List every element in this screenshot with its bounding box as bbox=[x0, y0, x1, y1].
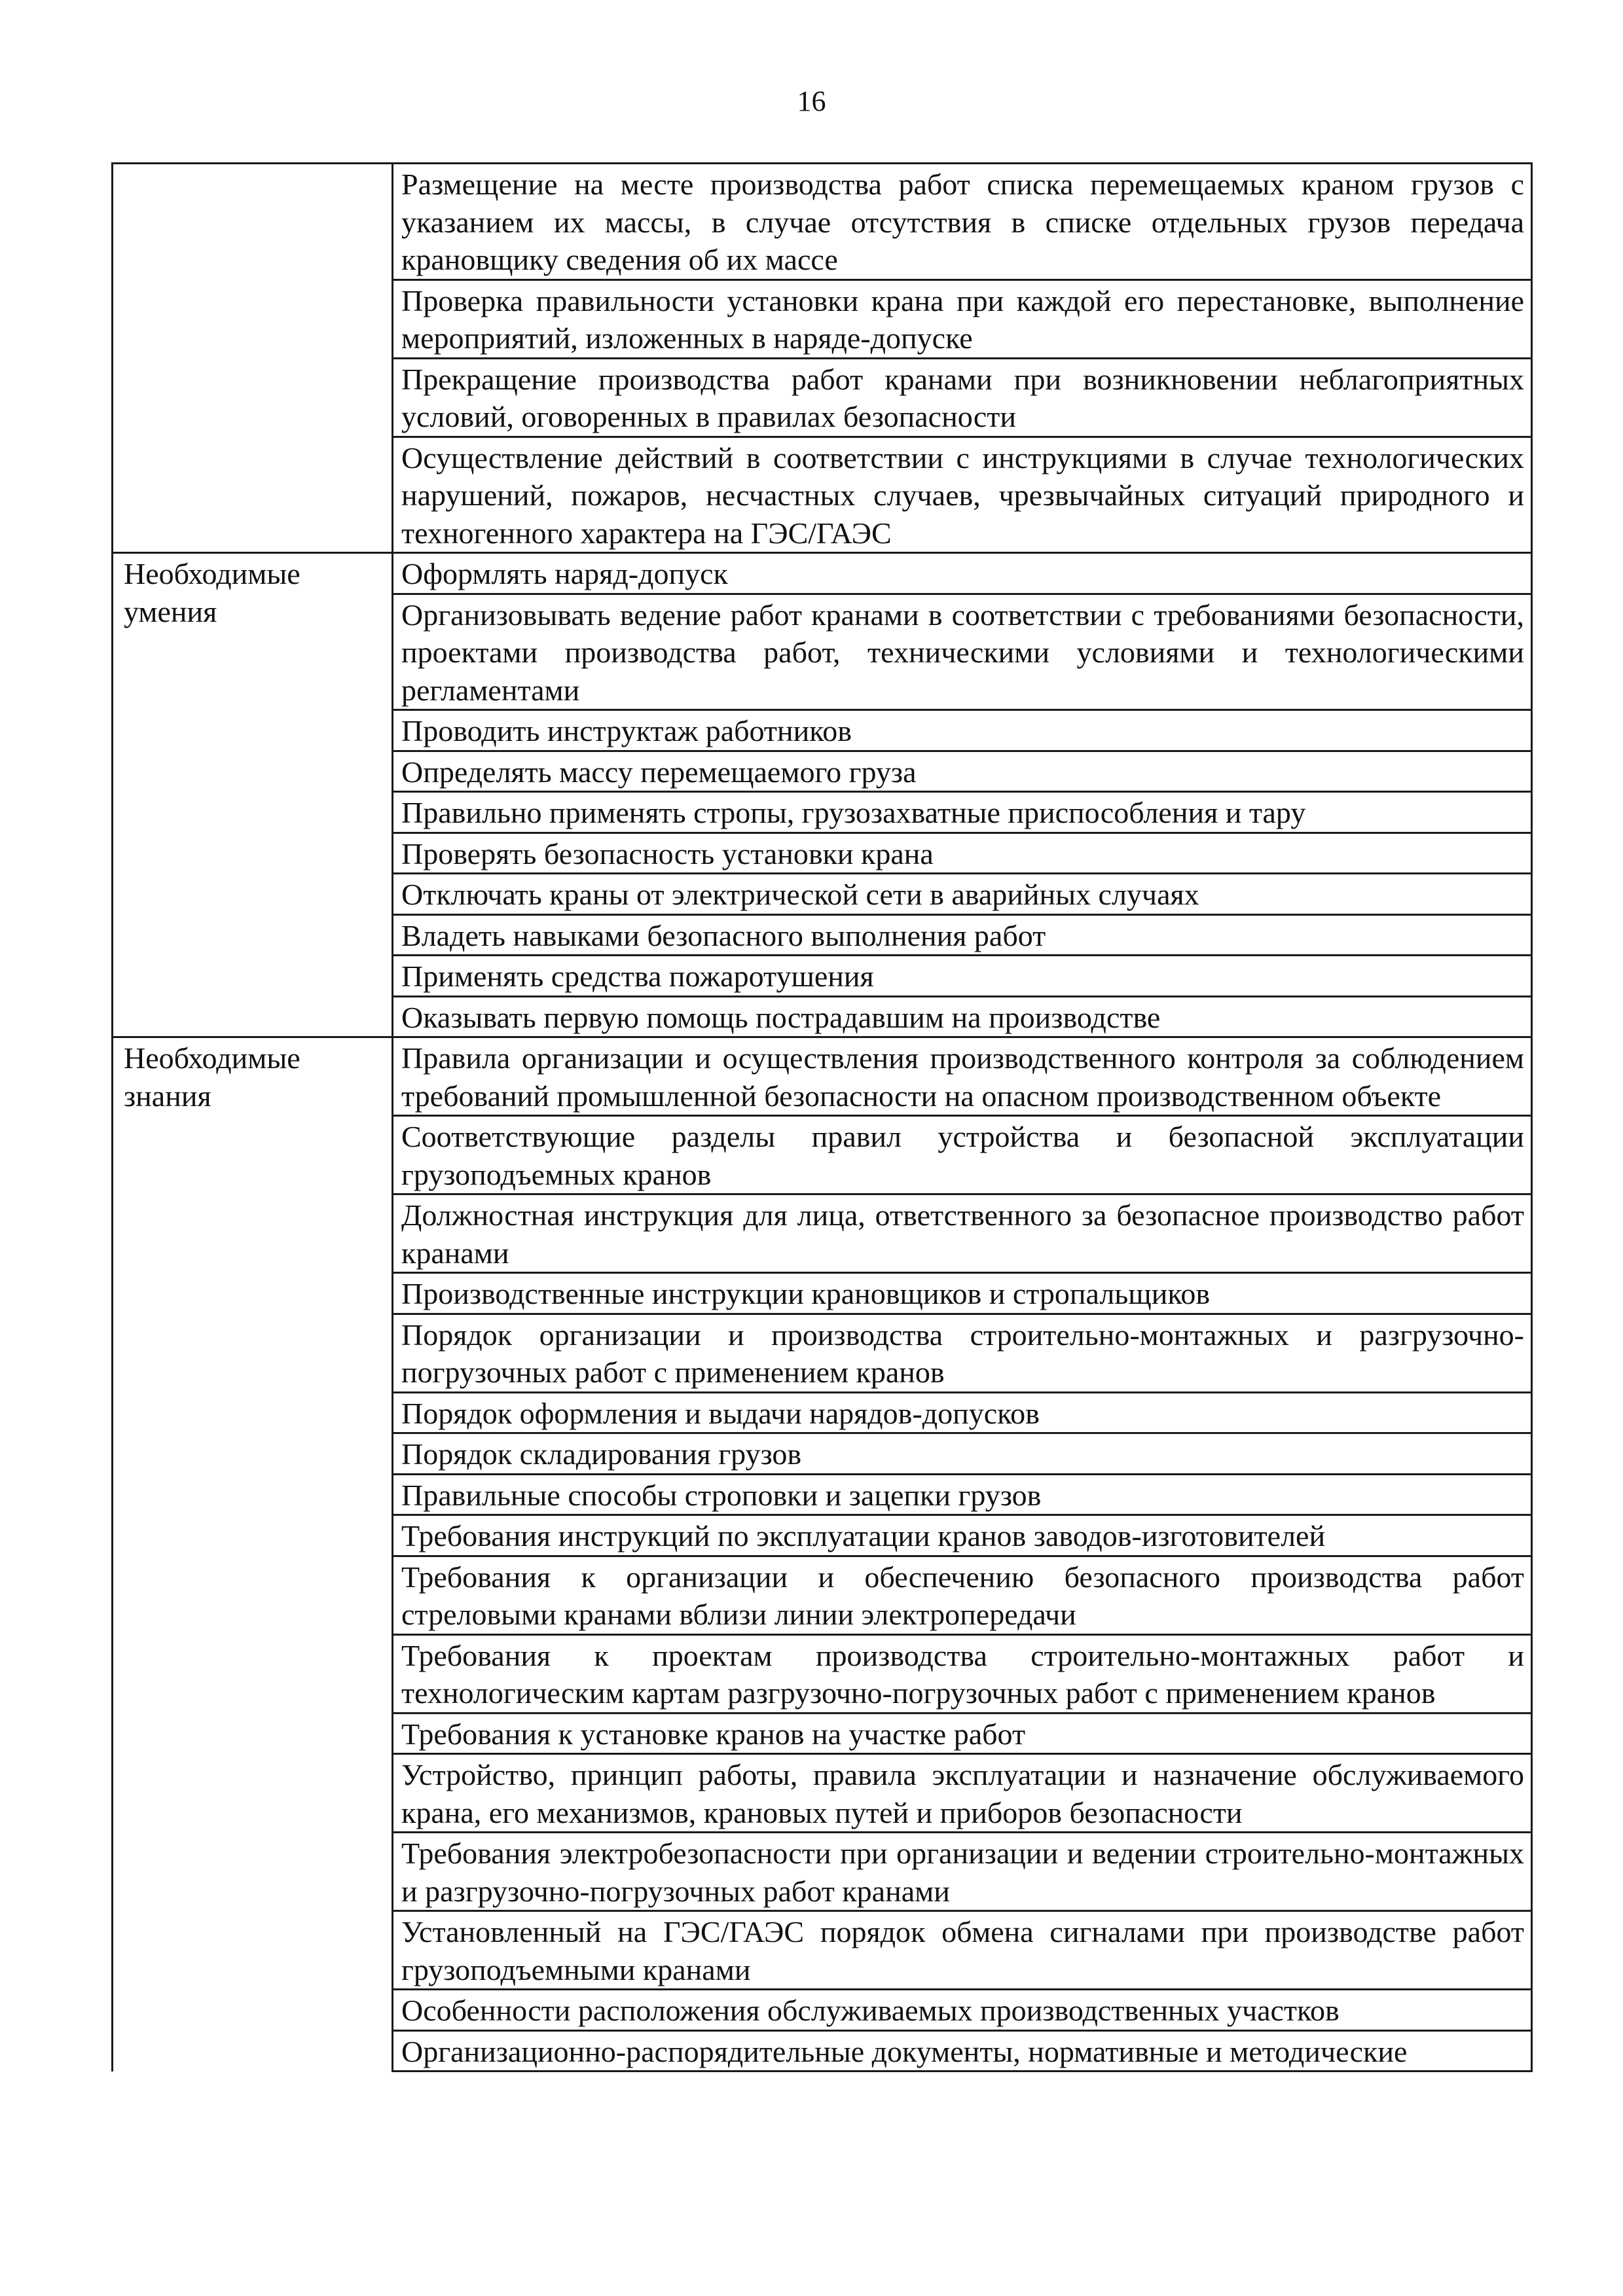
requirement-cell: Отключать краны от электрической сети в аварийных случаях bbox=[393, 874, 1532, 915]
requirement-cell: Правильные способы строповки и зацепки грузов bbox=[393, 1474, 1532, 1515]
requirement-cell: Устройство, принцип работы, правила эксплуатации и назначение обслуживаемого крана, его механизмов, крановых путей и приборов безопасности bbox=[393, 1754, 1532, 1833]
requirement-cell: Особенности расположения обслуживаемых производственных участков bbox=[393, 1990, 1532, 2031]
requirements-table-body bbox=[113, 164, 1532, 2072]
requirement-cell: Требования к установке кранов на участке работ bbox=[393, 1713, 1532, 1754]
table-row bbox=[113, 164, 1532, 280]
table-row bbox=[113, 1037, 1532, 1116]
requirements-table bbox=[111, 162, 1533, 2072]
requirement-cell: Требования к организации и обеспечению безопасного производства работ стреловыми кранами вблизи линии электропередачи bbox=[393, 1556, 1532, 1634]
requirement-cell: Организовывать ведение работ кранами в соответствии с требованиями безопасности, проектами производства работ, техническими условиями и технологическими регламентами bbox=[393, 594, 1532, 710]
requirement-cell: Организационно-распорядительные документы, нормативные и методические bbox=[393, 2030, 1532, 2072]
section-label: Необходимые умения bbox=[113, 553, 393, 1037]
requirement-cell: Порядок складирования грузов bbox=[393, 1433, 1532, 1475]
requirement-cell: Осуществление действий в соответствии с инструкциями в случае технологических нарушений, пожаров, несчастных случаев, чрезвычайных ситуаций природного и техногенного характера на ГЭС/ГАЭС bbox=[393, 437, 1532, 553]
requirement-cell: Проверка правильности установки крана при каждой его перестановке, выполнение мероприятий, изложенных в наряде-допуске bbox=[393, 279, 1532, 358]
requirement-cell: Владеть навыками безопасного выполнения работ bbox=[393, 914, 1532, 956]
requirement-cell: Установленный на ГЭС/ГАЭС порядок обмена сигналами при производстве работ грузоподъемными кранами bbox=[393, 1911, 1532, 1990]
section-label bbox=[113, 164, 393, 553]
requirement-cell: Проверять безопасность установки крана bbox=[393, 833, 1532, 874]
requirement-cell: Правила организации и осуществления производственного контроля за соблюдением требований промышленной безопасности на опасном производственном объекте bbox=[393, 1037, 1532, 1116]
requirement-cell: Должностная инструкция для лица, ответственного за безопасное производство работ кранами bbox=[393, 1194, 1532, 1273]
requirement-cell: Прекращение производства работ кранами при возникновении неблагоприятных условий, оговоренных в правилах безопасности bbox=[393, 358, 1532, 437]
requirement-cell: Требования электробезопасности при организации и ведении строительно-монтажных и разгрузочно-погрузочных работ кранами bbox=[393, 1833, 1532, 1911]
requirement-cell: Соответствующие разделы правил устройства и безопасной эксплуатации грузоподъемных кранов bbox=[393, 1116, 1532, 1194]
requirement-cell: Применять средства пожаротушения bbox=[393, 956, 1532, 997]
requirement-cell: Требования к проектам производства строительно-монтажных работ и технологическим картам разгрузочно-погрузочных работ с применением кранов bbox=[393, 1634, 1532, 1713]
requirement-cell: Производственные инструкции крановщиков и стропальщиков bbox=[393, 1273, 1532, 1314]
requirement-cell: Правильно применять стропы, грузозахватные приспособления и тару bbox=[393, 792, 1532, 833]
requirement-cell: Проводить инструктаж работников bbox=[393, 710, 1532, 751]
section-label: Необходимые знания bbox=[113, 1037, 393, 2072]
requirement-cell: Порядок организации и производства строительно-монтажных и разгрузочно-погрузочных работ с применением кранов bbox=[393, 1314, 1532, 1392]
requirement-cell: Размещение на месте производства работ списка перемещаемых краном грузов с указанием их массы, в случае отсутствия в списке отдельных грузов передача крановщику сведения об их массе bbox=[393, 164, 1532, 280]
requirement-cell: Порядок оформления и выдачи нарядов-допусков bbox=[393, 1392, 1532, 1433]
requirement-cell: Определять массу перемещаемого груза bbox=[393, 751, 1532, 792]
requirement-cell: Оказывать первую помощь пострадавшим на производстве bbox=[393, 996, 1532, 1037]
page-number: 16 bbox=[797, 85, 826, 117]
requirement-cell: Оформлять наряд-допуск bbox=[393, 553, 1532, 594]
requirement-cell: Требования инструкций по эксплуатации кранов заводов-изготовителей bbox=[393, 1515, 1532, 1556]
table-row bbox=[113, 553, 1532, 594]
